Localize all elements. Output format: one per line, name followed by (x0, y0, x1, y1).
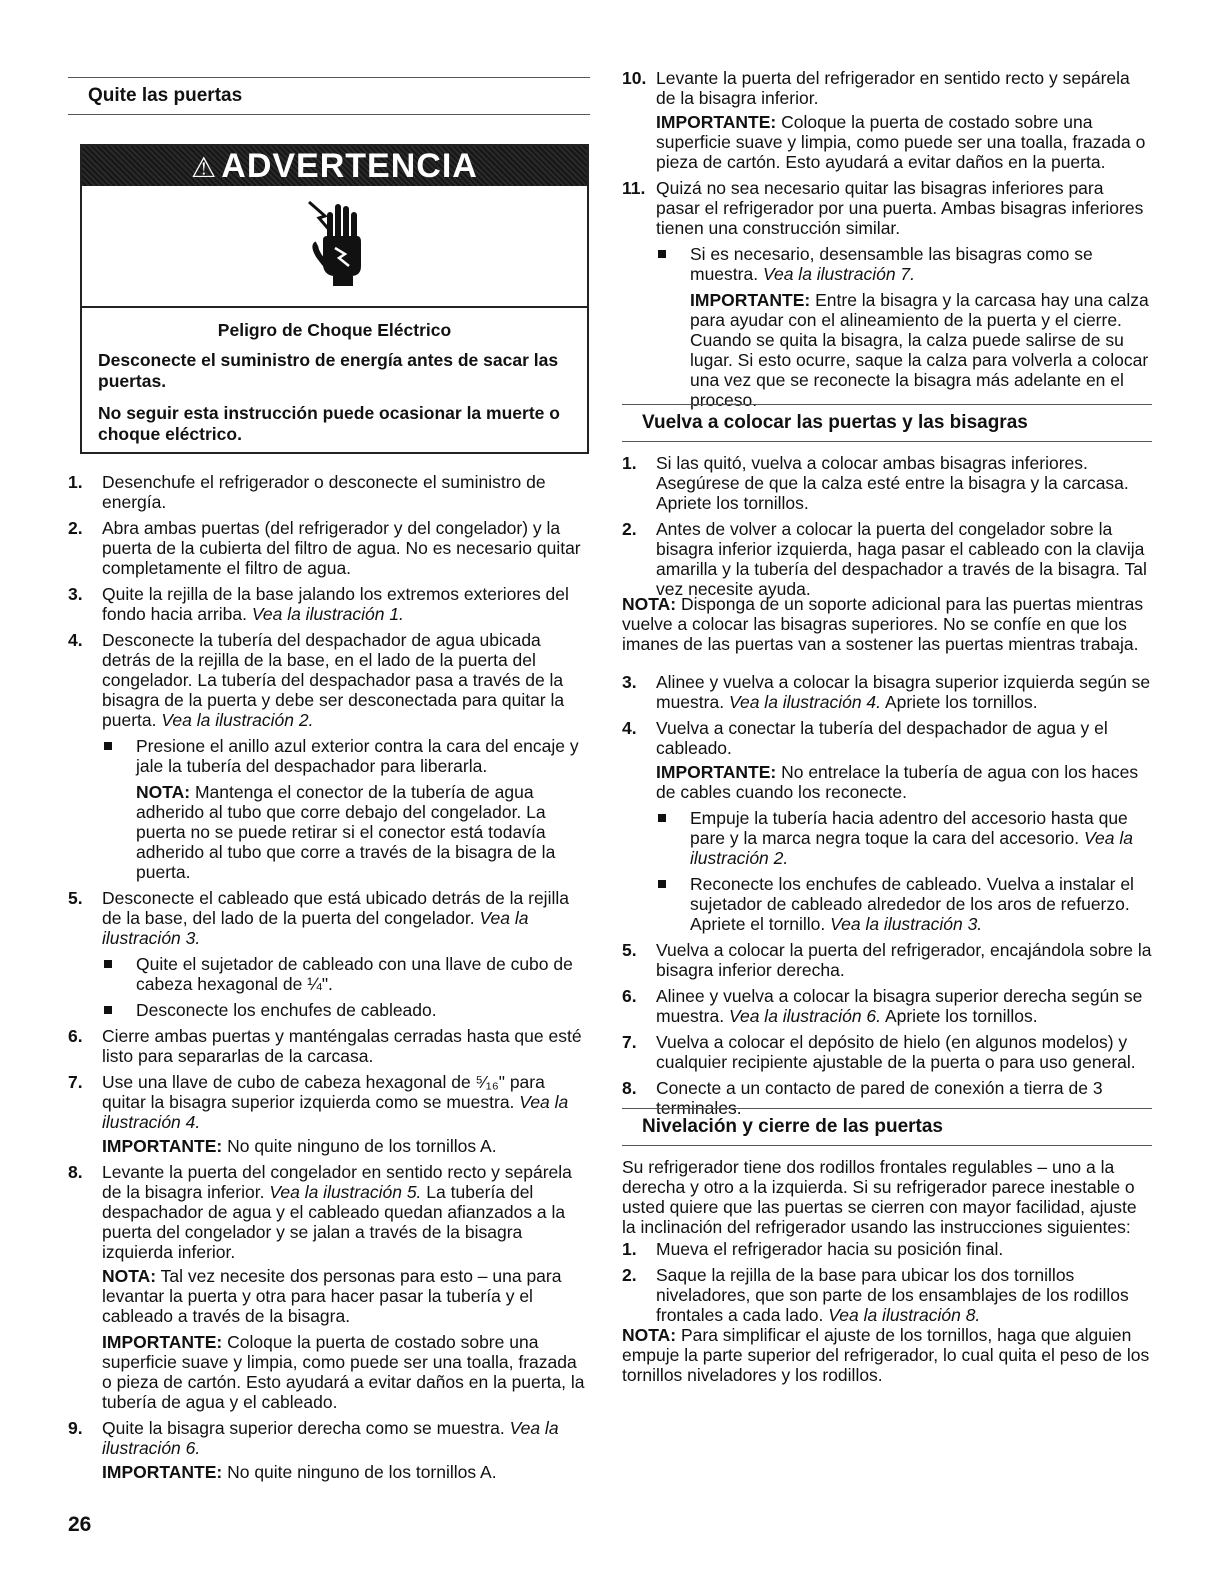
illustration-ref: Vea la ilustración 4. (102, 1092, 569, 1132)
illustration-ref: Vea la ilustración 1. (251, 604, 404, 624)
bullet-item: Reconecte los enchufes de cableado. Vuelva a instalar el sujetador de cableado alrededor de los aros de refuerzo. Apriete el tornillo. Vea la ilustración 3. (656, 874, 1152, 934)
illustration-ref: Vea la ilustración 4. (728, 692, 882, 712)
list-item: 4. Vuelva a conectar la tubería del despachador de agua y el cableado. IMPORTANTE: No entrelace la tubería de agua con los haces de cables cuando los reconecte. Empuje la tubería hacia adentro del accesorio hasta que pare y la marca negra toque la cara del accesorio. Vea la ilustración 2. Reconecte los enchufes de cableado. Vuelva a instalar el sujetador de cableado alrededor de los aros de refuerzo. Apriete el tornillo. Vea la ilustración 3. (622, 718, 1152, 934)
important-note: IMPORTANTE: No quite ninguno de los tornillos A. (102, 1136, 497, 1156)
leveling-steps (622, 1239, 1152, 1331)
list-item: 9. Quite la bisagra superior derecha como se muestra. Vea la ilustración 6. IMPORTANTE: No quite ninguno de los tornillos A. (68, 1418, 590, 1482)
illustration-ref: Vea la ilustración 3. (830, 914, 983, 934)
list-item: 8. Levante la puerta del congelador en sentido recto y sepárela de la bisagra inferior. Vea la ilustración 5. La tubería del despachador de agua y el cableado quedan afianzados a la puerta del congelador y se jalan a través de la bisagra izquierda inferior. NOTA: Tal vez necesite dos personas para esto – una para levantar la puerta y otra para hacer pasar la tubería y el cableado a través de la bisagra. IMPORTANTE: Coloque la puerta de costado sobre una superficie suave y limpia, como puede ser una toalla, frazada o pieza de cartón. Esto ayudará a evitar daños en la puerta, la tubería de agua y el cableado. (68, 1162, 590, 1412)
illustration-ref: Vea la ilustración 6. (102, 1418, 559, 1458)
warning-body (82, 308, 587, 445)
remove-doors-steps-continued (622, 68, 1152, 416)
important-note: IMPORTANTE: Entre la bisagra y la carcasa hay una calza para ayudar con el alineamiento de la puerta y el cierre. Cuando se quita la bisagra, la calza puede salirse de su lugar. Si esto ocurre, saque la calza para volverla a colocar una vez que se reconecte la bisagra más adelante en el proceso. (690, 290, 1149, 410)
illustration-ref: Vea la ilustración 8. (828, 1305, 981, 1325)
list-item: 4. Desconecte la tubería del despachador de agua ubicada detrás de la rejilla de la base, en el lado de la puerta del congelador. La tubería del despachador pasa a través de la bisagra de la puerta y debe ser desconectada para quitar la puerta. Vea la ilustración 2. Presione el anillo azul exterior contra la cara del encaje y jale la tubería del despachador para liberarla. NOTA: Mantenga el conector de la tubería de agua adherido al tubo que corre debajo del congelador. La puerta no se puede retirar si el conector está todavía adherido al tubo que corre a través de la bisagra de la puerta. (68, 630, 590, 882)
bullet-item: Si es necesario, desensamble las bisagras como se muestra. Vea la ilustración 7. (656, 244, 1152, 284)
list-item: 7. Vuelva a colocar el depósito de hielo (en algunos modelos) y cualquier recipiente ajustable de la puerta o para uso general. (622, 1032, 1136, 1072)
hazard-label: Peligro de Choque Eléctrico (217, 320, 452, 340)
list-item: 11. Quizá no sea necesario quitar las bisagras inferiores para pasar el refrigerador por una puerta. Ambas bisagras inferiores tienen una construcción similar. Si es necesario, desensamble las bisagras como se muestra. Vea la ilustración 7. IMPORTANTE: Entre la bisagra y la carcasa hay una calza para ayudar con el alineamiento de la puerta y el cierre. Cuando se quita la bisagra, la calza puede salirse de su lugar. Si esto ocurre, saque la calza para volverla a colocar una vez que se reconecte la bisagra más adelante en el proceso. (622, 178, 1152, 410)
section-header-reinstall (622, 404, 1152, 442)
list-item: 2. Antes de volver a colocar la puerta del congelador sobre la bisagra inferior izquierda, haga pasar el cableado con la clavija amarilla y la tubería del despachador a través de la bisagra. Tal vez necesite ayuda. (622, 519, 1147, 599)
bullet-item: Presione el anillo azul exterior contra la cara del encaje y jale la tubería del despachador para liberarla. (68, 736, 590, 776)
leveling-intro: Su refrigerador tiene dos rodillos frontales regulables – uno a la derecha y otro a la izquierda. Si su refrigerador parece inestable o usted quiere que las puertas se cierren con mayor facilidad, ajuste la inclinación del refrigerador usando las instrucciones siguientes: (622, 1157, 1137, 1237)
note: NOTA: Mantenga el conector de la tubería de agua adherido al tubo que corre debajo del congelador. La puerta no se puede retirar si el conector está todavía adherido al tubo que corre a través de la bisagra de la puerta. (136, 782, 556, 882)
warning-title-bar (82, 146, 587, 186)
remove-doors-steps (68, 472, 590, 1488)
list-item: 1. Desenchufe el refrigerador o desconecte el suministro de energía. (68, 472, 546, 512)
note-paragraph: NOTA: Disponga de un soporte adicional para las puertas mientras vuelve a colocar las bisagras superiores. No se confíe en que los imanes de las puertas van a sostener las puertas mientras trabaja. (622, 594, 1144, 654)
illustration-ref: Vea la ilustración 3. (102, 908, 529, 948)
section-title: Nivelación y cierre de las puertas (642, 1116, 943, 1137)
bullet-item: Empuje la tubería hacia adentro del accesorio hasta que pare y la marca negra toque la cara del accesorio. Vea la ilustración 2. (656, 808, 1152, 868)
illustration-ref: Vea la ilustración 2. (690, 828, 1133, 868)
list-item: 7. Use una llave de cubo de cabeza hexagonal de ⁵⁄₁₆" para quitar la bisagra superior izquierda como se muestra. Vea la ilustración 4. IMPORTANTE: No quite ninguno de los tornillos A. (68, 1072, 590, 1156)
list-item: 1. Si las quitó, vuelva a colocar ambas bisagras inferiores. Asegúrese de que la calza esté entre la bisagra y la carcasa. Apriete los tornillos. (622, 453, 1129, 513)
bullet-item: Quite el sujetador de cableado con una llave de cubo de cabeza hexagonal de ¼". (68, 954, 590, 994)
warning-line-2: No seguir esta instrucción puede ocasionar la muerte o choque eléctrico. (98, 403, 560, 444)
list-item: 5. Vuelva a colocar la puerta del refrigerador, encajándola sobre la bisagra inferior derecha. (622, 940, 1152, 980)
list-item: 1. Mueva el refrigerador hacia su posición final. (622, 1239, 1004, 1259)
warning-title: ADVERTENCIA (221, 147, 478, 185)
section-title: Vuelva a colocar las puertas y las bisagras (642, 412, 1028, 433)
electric-shock-hand-icon (305, 196, 367, 288)
illustration-ref: Vea la ilustración 7. (762, 264, 916, 284)
list-item: 6. Cierre ambas puertas y manténgalas cerradas hasta que esté listo para separarlas de la carcasa. (68, 1026, 582, 1066)
illustration-ref: Vea la ilustración 5. (269, 1182, 422, 1202)
list-item: 2. Saque la rejilla de la base para ubicar los dos tornillos niveladores, que son parte de los ensamblajes de los rodillos frontales a cada lado. Vea la ilustración 8. (622, 1265, 1129, 1325)
important-note: IMPORTANTE: No quite ninguno de los tornillos A. (102, 1462, 497, 1482)
page-number: 26 (68, 1513, 92, 1536)
bullet-item: Desconecte los enchufes de cableado. (68, 1000, 590, 1020)
warning-line-1: Desconecte el suministro de energía antes de sacar las puertas. (98, 350, 559, 391)
important-note: IMPORTANTE: Coloque la puerta de costado sobre una superficie suave y limpia, como puede ser una toalla, frazada o pieza de cartón. Esto ayudará a evitar daños en la puerta. (656, 112, 1146, 172)
reinstall-steps-a (622, 453, 1152, 605)
warning-triangle-icon: ⚠ (191, 152, 218, 183)
section-header-remove-doors (68, 77, 590, 115)
reinstall-steps-b (622, 672, 1152, 1124)
illustration-ref: Vea la ilustración 6. (728, 1006, 882, 1026)
note: NOTA: Tal vez necesite dos personas para esto – una para levantar la puerta y otra para hacer pasar la tubería y el cableado a través de la bisagra. (102, 1266, 562, 1326)
illustration-ref: Vea la ilustración 2. (161, 710, 314, 730)
section-header-leveling (622, 1108, 1152, 1146)
leveling-note: NOTA: Para simplificar el ajuste de los tornillos, haga que alguien empuje la parte superior del refrigerador, lo cual quita el peso de los tornillos niveladores y los rodillos. (622, 1325, 1150, 1385)
section-title: Quite las puertas (88, 85, 243, 106)
important-note: IMPORTANTE: Coloque la puerta de costado sobre una superficie suave y limpia, como puede ser una toalla, frazada o pieza de cartón. Esto ayudará a evitar daños en la puerta, la tubería de agua y el cableado. (102, 1332, 585, 1412)
warning-box (80, 144, 589, 454)
warning-icon-area (82, 186, 587, 308)
list-item: 3. Alinee y vuelva a colocar la bisagra superior izquierda según se muestra. Vea la ilustración 4. Apriete los tornillos. (622, 672, 1151, 712)
important-note: IMPORTANTE: No entrelace la tubería de agua con los haces de cables cuando los reconecte. (656, 762, 1139, 802)
list-item: 10. Levante la puerta del refrigerador en sentido recto y sepárela de la bisagra inferior. IMPORTANTE: Coloque la puerta de costado sobre una superficie suave y limpia, como puede ser una toalla, frazada o pieza de cartón. Esto ayudará a evitar daños en la puerta. (622, 68, 1152, 172)
list-item: 2. Abra ambas puertas (del refrigerador y del congelador) y la puerta de la cubierta del filtro de agua. No es necesario quitar completamente el filtro de agua. (68, 518, 581, 578)
list-item: 6. Alinee y vuelva a colocar la bisagra superior derecha según se muestra. Vea la ilustración 6. Apriete los tornillos. (622, 986, 1143, 1026)
list-item: 5. Desconecte el cableado que está ubicado detrás de la rejilla de la base, del lado de la puerta del congelador. Vea la ilustración 3. Quite el sujetador de cableado con una llave de cubo de cabeza hexagonal de ¼". Desconecte los enchufes de cableado. (68, 888, 590, 1020)
list-item: 8. Conecte a un contacto de pared de conexión a tierra de 3 terminales. (622, 1078, 1103, 1118)
list-item: 3. Quite la rejilla de la base jalando los extremos exteriores del fondo hacia arriba. Vea la ilustración 1. (68, 584, 569, 624)
